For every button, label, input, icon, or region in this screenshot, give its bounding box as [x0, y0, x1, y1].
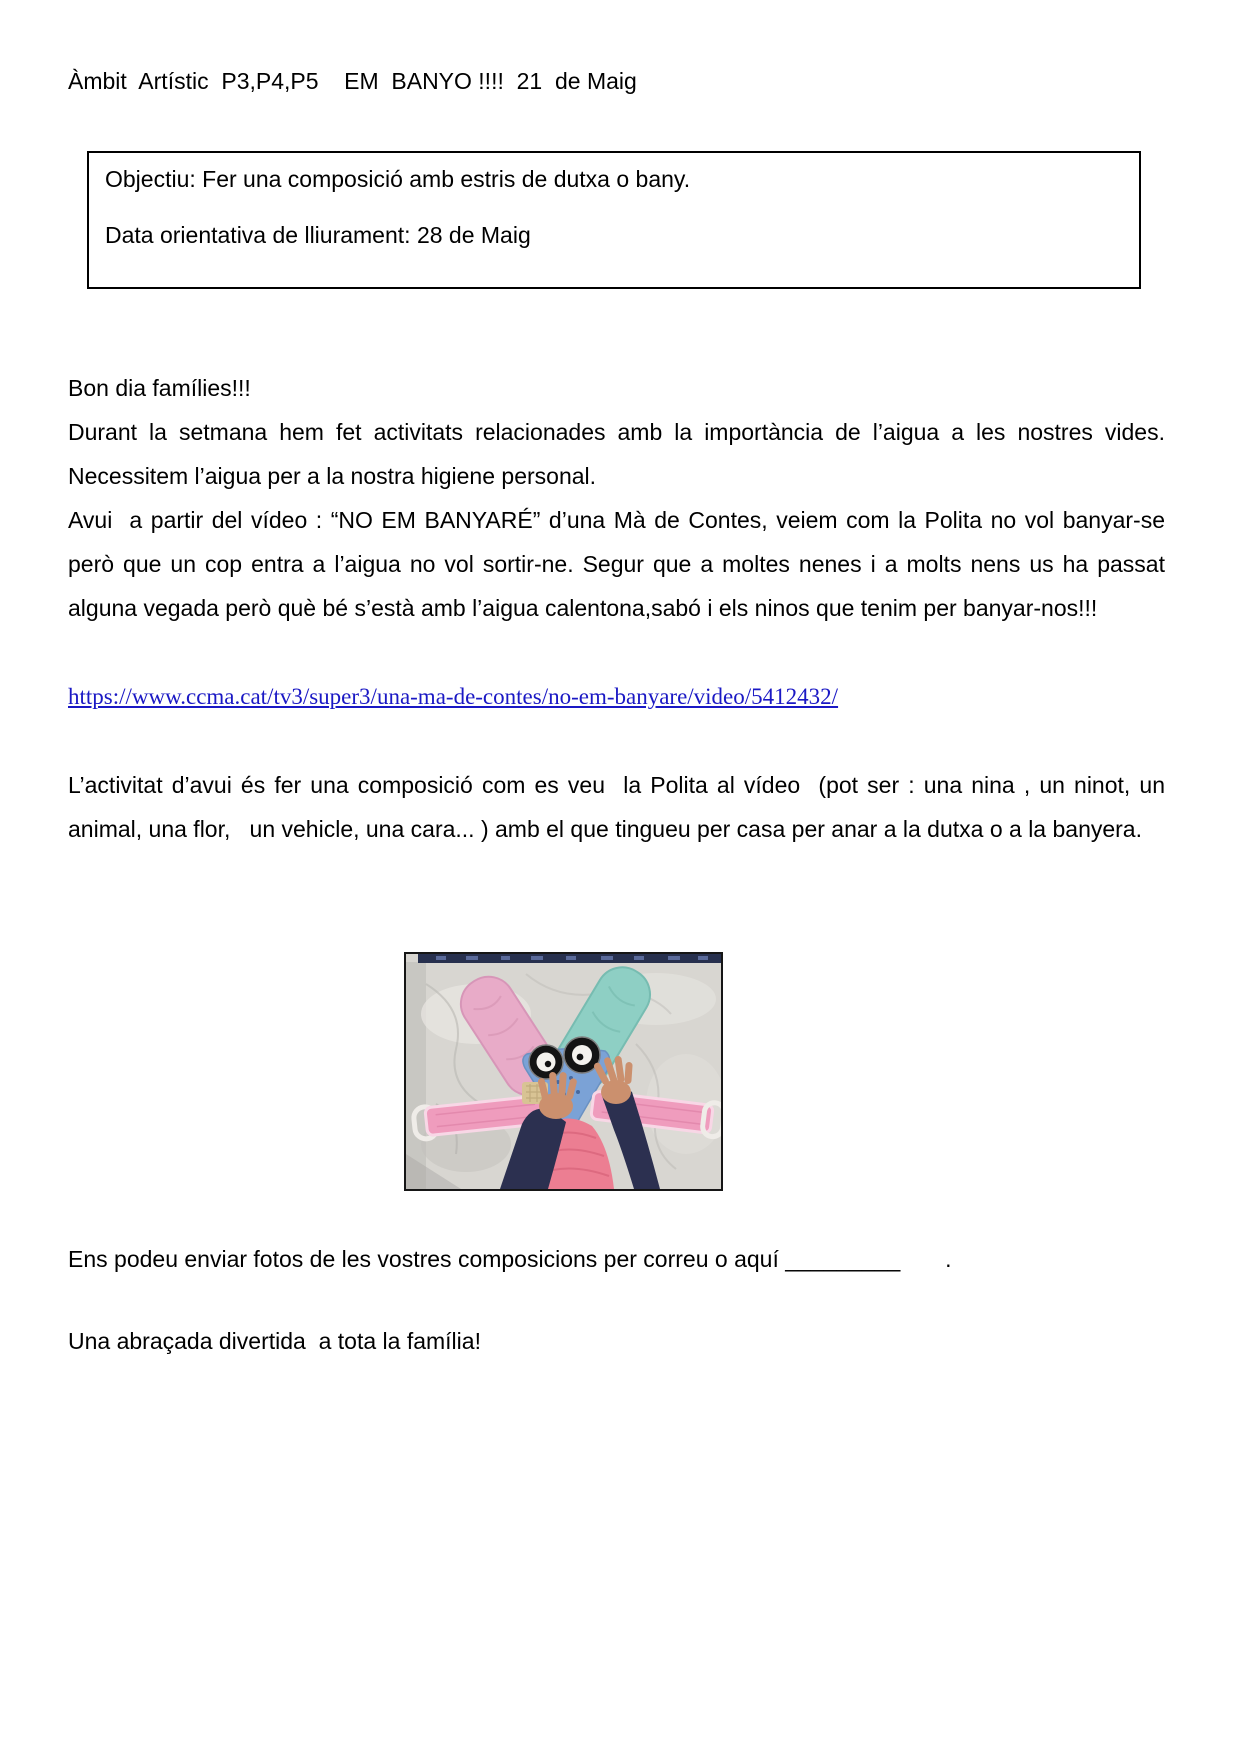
video-link-line: [68, 674, 1165, 719]
paragraph-video-story: Avui a partir del vídeo : “NO EM BANYARÉ” d’una Mà de Contes, veiem com la Polita no vol banyar-se però que un cop entra a l’aigua no vol sortir-ne. Segur que a moltes nenes i a molts nens us ha passat alguna vegada però què bé s’està amb l’aigua calentona,sabó i els ninos que tenim per banyar-nos!!!: [68, 507, 1165, 621]
objective-line: Objectiu: Fer una composició amb estris de dutxa o bany.: [105, 166, 691, 192]
page-title: Àmbit Artístic P3,P4,P5 EM BANYO !!!! 21 de Maig: [68, 68, 637, 94]
greeting-line: Bon dia famílies!!!: [68, 375, 251, 401]
closing-line: Una abraçada divertida a tota la família!: [68, 1328, 481, 1354]
video-link[interactable]: https://www.ccma.cat/tv3/super3/una-ma-de-contes/no-em-banyare/video/5412432/: [68, 684, 839, 709]
blank-line: [68, 719, 1165, 763]
bath-composition-illustration: [406, 954, 721, 1189]
paragraph-week-activities: Durant la setmana hem fet activitats relacionades amb la importància de l’aigua a les nostres vides. Necessitem l’aigua per a la nostra higiene personal.: [68, 419, 1165, 489]
blank-line: [68, 630, 1165, 674]
left-eye: [529, 1045, 563, 1079]
due-date-line: Data orientativa de lliurament: 28 de Maig: [105, 222, 531, 248]
objective-box: [87, 151, 1141, 289]
bath-composition-photo: [404, 952, 723, 1191]
send-photos-line: Ens podeu enviar fotos de les vostres composicions per correu o aquí _________ .: [68, 1246, 952, 1272]
paragraph-activity-instructions: L’activitat d’avui és fer una composició com es veu la Polita al vídeo (pot ser : una nina , un ninot, un animal, una flor, un vehicle, una cara... ) amb el que tingueu per casa per anar a la dutxa o a la banyera.: [68, 772, 1165, 842]
body-text: [68, 366, 1165, 851]
